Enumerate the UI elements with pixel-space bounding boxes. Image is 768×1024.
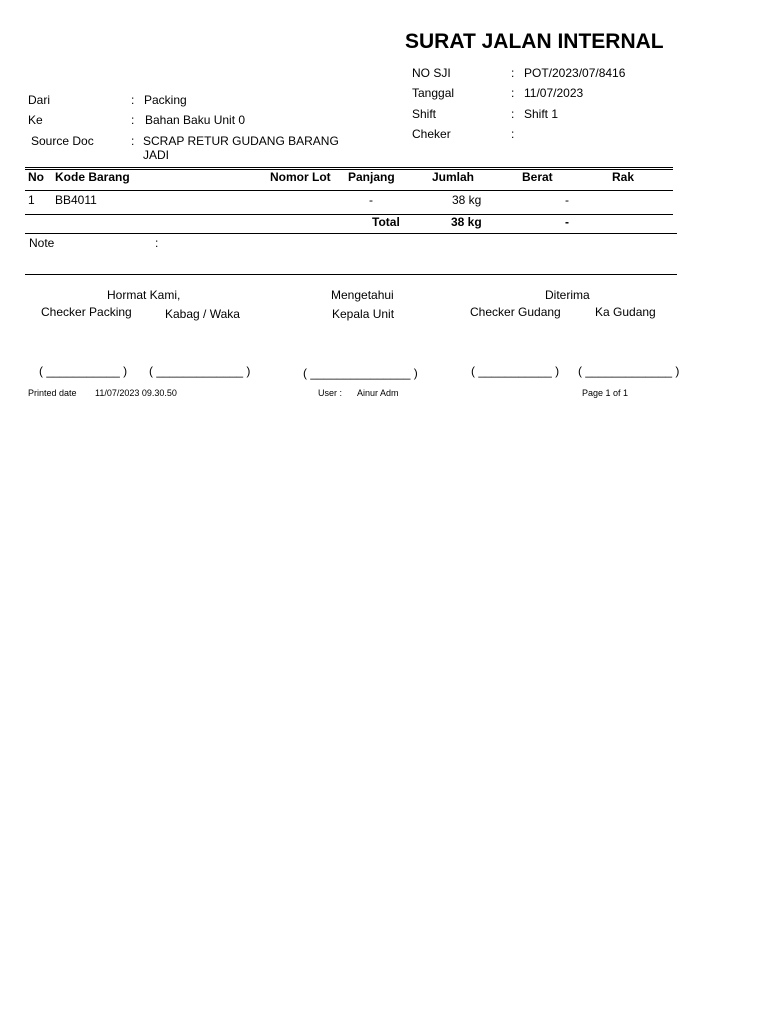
role-checker-gudang: Checker Gudang xyxy=(470,305,561,319)
field-label-ke: Ke xyxy=(28,113,43,127)
total-berat: - xyxy=(565,215,569,229)
table-total-rule xyxy=(25,233,677,234)
field-value-source-doc-line2: JADI xyxy=(143,148,170,162)
role-checker-packing: Checker Packing xyxy=(41,305,132,319)
table-cell-jumlah: 38 kg xyxy=(452,193,482,207)
col-header-jumlah: Jumlah xyxy=(432,170,475,184)
field-value-no-sji: POT/2023/07/8416 xyxy=(524,66,626,80)
field-sep: : xyxy=(131,134,135,148)
table-cell-kode: BB4011 xyxy=(55,193,97,207)
col-header-nomor-lot: Nomor Lot xyxy=(270,170,331,184)
field-label-no-sji: NO SJI xyxy=(412,66,451,80)
field-label-tanggal: Tanggal xyxy=(412,86,455,100)
field-sep: : xyxy=(511,86,515,100)
note-sep: : xyxy=(155,236,159,250)
table-header-rule xyxy=(25,190,673,191)
note-label: Note xyxy=(29,236,55,250)
field-label-cheker: Cheker xyxy=(412,127,451,141)
col-header-berat: Berat xyxy=(522,170,553,184)
table-top-rule xyxy=(25,167,673,168)
col-header-rak: Rak xyxy=(612,170,635,184)
signature-line-checker-gudang: ( ___________ ) xyxy=(471,364,560,378)
field-sep: : xyxy=(511,127,515,141)
table-cell-berat: - xyxy=(565,193,569,207)
field-label-dari: Dari xyxy=(28,93,51,107)
note-rule xyxy=(25,274,677,275)
user-value: Ainur Adm xyxy=(357,388,399,398)
signature-mengetahui: Mengetahui xyxy=(331,288,394,302)
signature-line-ka-gudang: ( _____________ ) xyxy=(578,364,680,378)
field-value-source-doc: SCRAP RETUR GUDANG BARANG xyxy=(143,134,339,148)
role-kabag-waka: Kabag / Waka xyxy=(165,307,240,321)
role-kepala-unit: Kepala Unit xyxy=(332,307,395,321)
signature-line-kepala-unit: ( _______________ ) xyxy=(303,366,418,380)
signature-hormat-kami: Hormat Kami, xyxy=(107,288,181,302)
field-value-shift: Shift 1 xyxy=(524,107,559,121)
signature-diterima: Diterima xyxy=(545,288,590,302)
table-body-rule xyxy=(25,214,673,215)
signature-line-kabag-waka: ( _____________ ) xyxy=(149,364,251,378)
field-value-tanggal: 11/07/2023 xyxy=(524,86,584,100)
printed-date-label: Printed date xyxy=(28,388,77,398)
signature-line-checker-packing: ( ___________ ) xyxy=(39,364,128,378)
col-header-no: No xyxy=(28,170,44,184)
col-header-panjang: Panjang xyxy=(348,170,395,184)
field-sep: : xyxy=(131,93,135,107)
document-title: SURAT JALAN INTERNAL xyxy=(405,30,664,53)
field-sep: : xyxy=(131,113,135,127)
table-cell-no: 1 xyxy=(28,193,35,207)
total-label: Total xyxy=(372,215,400,229)
field-value-dari: Packing xyxy=(144,93,187,107)
table-cell-panjang: - xyxy=(369,193,373,207)
page-number: Page 1 of 1 xyxy=(582,388,629,398)
printed-date-value: 11/07/2023 09.30.50 xyxy=(95,388,177,398)
field-sep: : xyxy=(511,66,515,80)
field-label-source-doc: Source Doc xyxy=(31,134,94,148)
field-value-ke: Bahan Baku Unit 0 xyxy=(145,113,246,127)
user-label: User : xyxy=(318,388,343,398)
total-jumlah: 38 kg xyxy=(451,215,482,229)
field-sep: : xyxy=(511,107,515,121)
role-ka-gudang: Ka Gudang xyxy=(595,305,656,319)
col-header-kode-barang: Kode Barang xyxy=(55,170,130,184)
field-label-shift: Shift xyxy=(412,107,437,121)
